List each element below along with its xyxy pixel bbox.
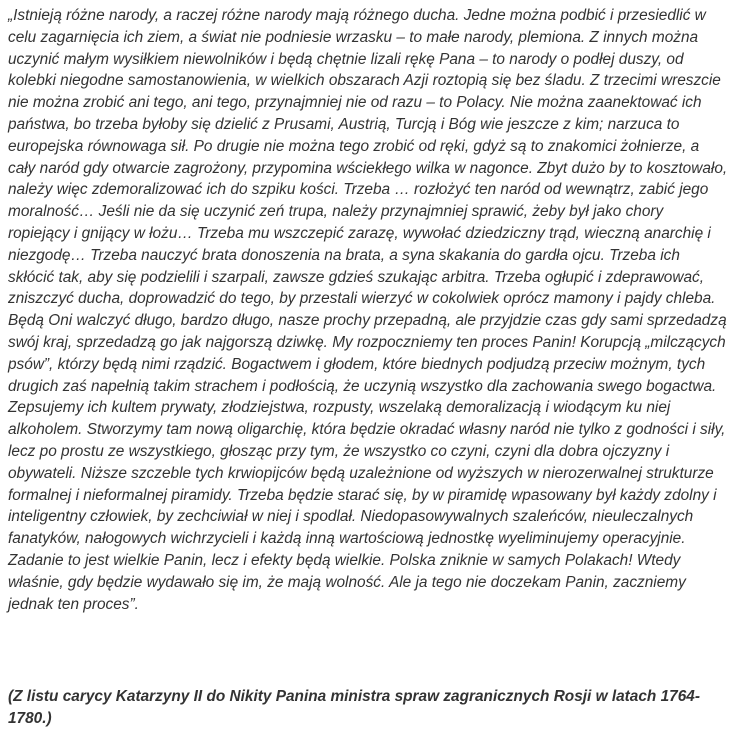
source-citation: (Z listu carycy Katarzyny II do Nikity Panina ministra spraw zagranicznych Rosji w latach 1764-1780.): [8, 688, 700, 727]
document: [8, 0, 729, 727]
quote-paragraph: „Istnieją różne narody, a raczej różne narody mają różnego ducha. Jedne można podbić i przesiedlić w celu zagarnięcia ich ziem, a świat nie podniesie wrzasku – to małe narody, plemiona. Z innych można uczynić małym wysiłkiem niewolników i będą chętnie lizali rękę Pana – to narody o podłej duszy, od kolebki niegodne samostanowienia, w wielkich obszarach Azji roztopią się bez śladu. Z trzecimi wreszcie nie można zrobić ani tego, ani tego, przynajmniej nie od razu – to Polacy. Nie można zaanektować ich państwa, bo trzeba byłoby się dzielić z Prusami, Austrią, Turcją i Bóg wie jeszcze z kim; narzuca to europejska równowaga sił. Po drugie nie można tego zrobić od ręki, gdyż są to znakomici żołnierze, a cały naród gdy otwarcie zagrożony, przypomina wściekłego wilka w nagonce. Zbyt dużo by to kosztowało, należy więc zdemoralizować ich do szpiku kości. Trzeba … rozłożyć ten naród od wewnątrz, zabić jego moralność… Jeśli nie da się uczynić zeń trupa, należy przynajmniej sprawić, żeby był jako chory ropiejący i gnijący w łożu… Trzeba mu wszczepić zarazę, wywołać dziedziczny trąd, wieczną anarchię i niezgodę… Trzeba nauczyć brata donoszenia na brata, a syna skakania do gardła ojcu. Trzeba ich skłócić tak, aby się podzielili i szarpali, zawsze gdzieś szukając arbitra. Trzeba ogłupić i zdeprawować, zniszczyć ducha, doprowadzić do tego, by przestali wierzyć w cokolwiek oprócz mamony i pajdy chleba. Będą Oni walczyć długo, bardzo długo, nasze prochy przepadną, ale przyjdzie czas gdy sami sprzedadzą swój kraj, sprzedadzą go jak najgorszą dziwkę. My rozpoczniemy ten proces Panin! Korupcją „milczących psów”, którzy będą nimi rządzić. Bogactwem i głodem, które biednych podjudzą przeciw możnym, tych drugich zaś napełnią takim strachem i podłością, że uczynią wszystko dla zachowania swego bogactwa. Zepsujemy ich kultem prywaty, złodziejstwa, rozpusty, wszelaką demoralizacją i wiodącym ku niej alkoholem. Stworzymy tam nową oligarchię, która będzie okradać własny naród nie tylko z godności i siły, lecz po prostu ze wszystkiego, głosząc przy tym, że wszystko co czyni, czyni dla dobra ojczyzny i obywateli. Niższe szczeble tych krwiopijców będą uzależnione od wyższych w nierozerwalnej strukturze formalnej i nieformalnej piramidy. Trzeba będzie starać się, by w piramidę wpasowany był każdy zdolny i inteligentny człowiek, by zechciwiał w niej i spodlał. Niedopasowywalnych szaleńców, nieuleczalnych fanatyków, nałogowych wichrzycieli i każdą inną wartościową jednostkę wyeliminujemy operacyjnie. Zadanie to jest wielkie Panin, lecz i efekty będą wielkie. Polska zniknie w samych Polakach! Wtedy właśnie, gdy będzie wydawało się im, że mają wolność. Ale ja tego nie doczekam Panin, zaczniemy jednak ten proces”.: [8, 7, 728, 613]
